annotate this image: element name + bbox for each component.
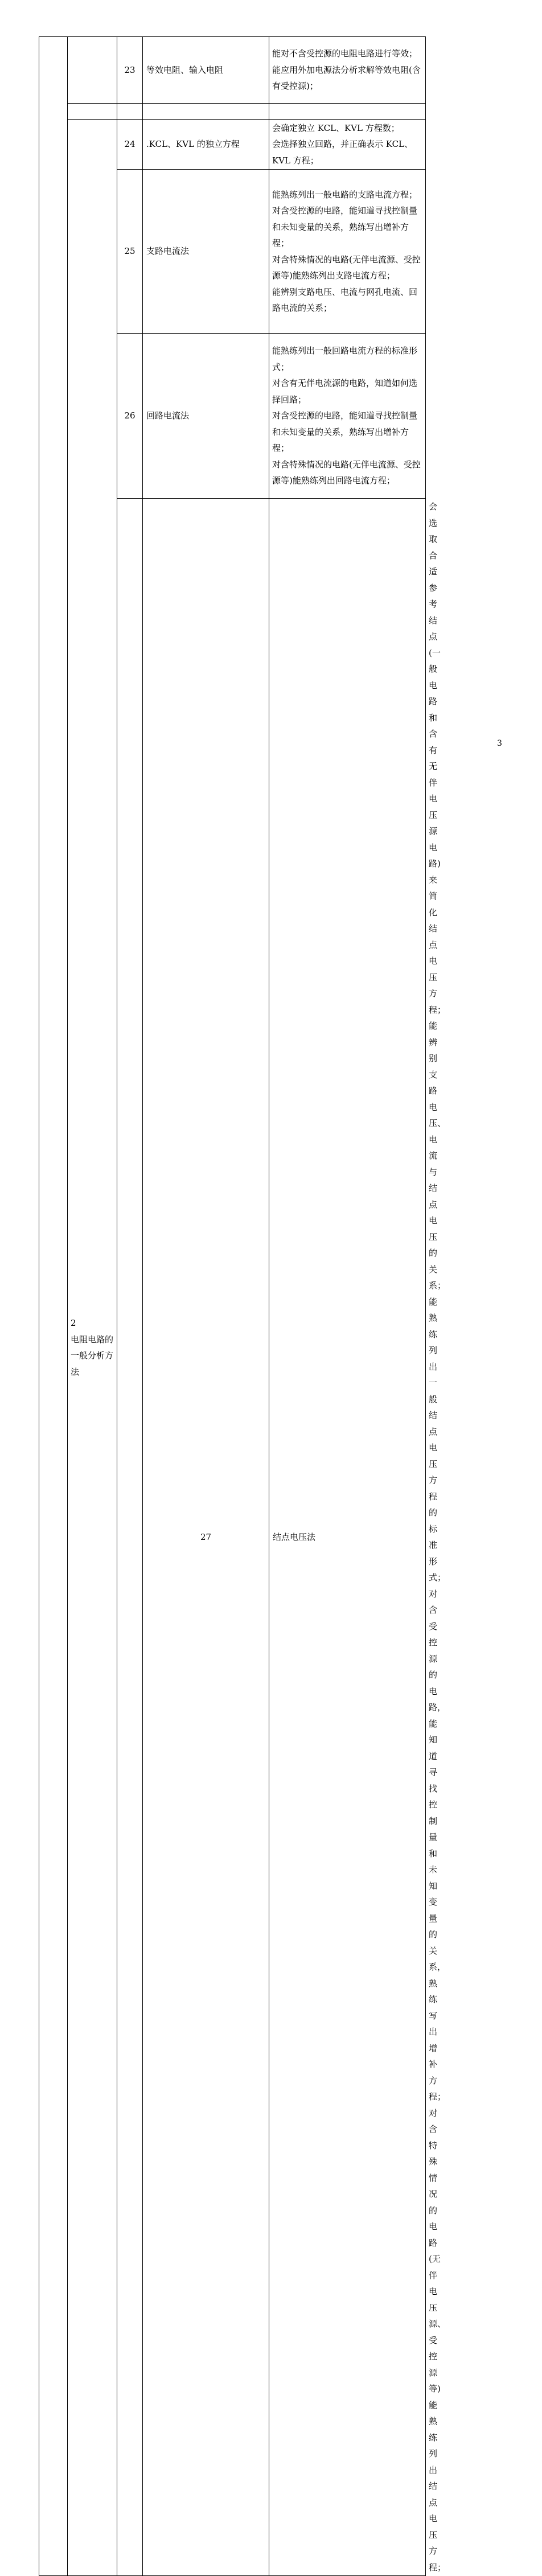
requirement-line: 对含受控源的电路，能知道寻找控制量和未知变量的关系，熟练写出增补方程；: [272, 206, 418, 248]
item-topic: 回路电流法: [143, 334, 269, 499]
table-row: [39, 37, 426, 104]
chapter-title: 电阻电路的一般分析方法: [71, 1334, 114, 1377]
requirement-line: 能应用外加电源法分析求解等效电阻(含有受控源)；: [272, 64, 421, 92]
item-number: 23: [117, 37, 143, 104]
page-number: 3: [497, 739, 502, 748]
item-number: 25: [117, 170, 143, 334]
requirement-line: 会选择独立回路，并正确表示 KCL、KVL 方程；: [272, 139, 413, 166]
item-topic: 等效电阻、输入电阻: [143, 37, 269, 104]
item-number: 24: [117, 120, 143, 170]
empty-cell: [117, 104, 143, 120]
requirement-line: 对含有无伴电流源的电路，知道如何选择回路；: [272, 378, 418, 405]
item-topic: 支路电流法: [143, 170, 269, 334]
chapter-cell: [68, 120, 117, 2576]
requirement-line: 对含特殊情况的电路(无伴电流源、受控源等)能熟练列出回路电流方程；: [272, 459, 421, 486]
requirement-line: 对含特殊情况的电路(无伴电流源、受控源等)能熟练列出支路电流方程；: [272, 254, 421, 281]
requirement-line: 能对不含受控源的电阻电路进行等效；: [272, 48, 418, 59]
requirement-line: 会确定独立 KCL、KVL 方程数；: [272, 122, 400, 133]
item-number: 27: [143, 499, 269, 2576]
chapter-number: 2: [71, 1318, 76, 1328]
table-row: [39, 120, 426, 170]
item-requirements: [269, 37, 426, 104]
table-row: 27 结点电压法 会选取合适参考结点 (一般电路和含有无伴电压源电路)来简化结点电压方程； 能辨别支路电压、电流与结点电压的关系； 能熟练列出一般结点电压方程的标准形式； 对含受控源的电路，能知道寻找控制量和未知变量的关系，熟练写出增补方程； 对含特殊情况的电路(无伴电压源、受控源等)能熟练列出结点电压方程；: [39, 499, 426, 2576]
item-requirements: [269, 334, 426, 499]
item-requirements: [269, 170, 426, 334]
empty-cell: [269, 104, 426, 120]
chapter-cell-blank: [68, 37, 117, 104]
table-row-empty: [39, 104, 426, 120]
empty-cell: [143, 104, 269, 120]
requirement-line: 能熟练列出一般回路电流方程的标准形式；: [272, 346, 418, 372]
requirement-line: 能辨别支路电压、电流与网孔电流、回路电流的关系；: [272, 286, 418, 313]
item-requirements: [269, 120, 426, 170]
item-topic: .KCL、KVL 的独立方程: [143, 120, 269, 170]
item-number: 26: [117, 334, 143, 499]
item-topic: 结点电压法: [269, 499, 426, 2576]
requirement-line: 能熟练列出一般电路的支路电流方程；: [272, 189, 418, 200]
outer-blank-cell: [39, 37, 68, 2576]
requirement-line: 对含受控源的电路，能知道寻找控制量和未知变量的关系，熟练写出增补方程；: [272, 410, 418, 454]
empty-cell: [68, 104, 117, 120]
syllabus-table: [39, 36, 446, 2576]
chapter-cell-blank: [117, 499, 143, 2576]
